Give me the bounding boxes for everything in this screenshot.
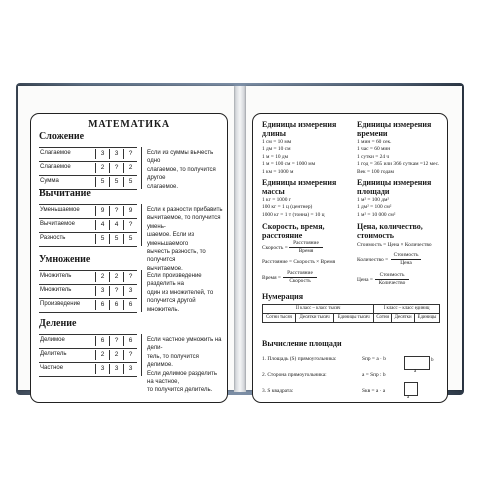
col-hundred-thousands: Сотни тысяч [263,314,296,323]
rule-line: вычитаемое. [147,265,183,272]
table-cell: 5 [123,177,137,187]
table-rule [39,175,137,176]
table-rule [39,232,137,233]
speed-formula-lhs: Скорость = [262,245,288,251]
rule-line: слагаемое. [147,183,179,190]
rule-line: Если к разности прибавить [147,207,223,213]
subtraction-heading: Вычитание [39,188,91,199]
table-cell: ? [123,220,137,230]
class-thousands: II класс – класс тысяч [263,305,374,314]
rule-line: один из множителей, то [147,289,214,296]
rule-line: то получится делитель. [147,387,213,394]
table-cell: 3 [95,286,109,296]
time-formula-lhs: Время = [262,275,281,281]
section-divider [141,147,142,189]
rule-line: Если произведение разделить на [147,273,202,288]
square-diagram [404,382,418,396]
table-cell: 3 [109,149,123,159]
area-calc-heading: Вычисление площади [262,339,342,348]
rule-line: получится другой множитель. [147,298,196,313]
table-rule [39,246,137,247]
row-label: Делитель [40,351,67,357]
table-cell: ? [123,272,137,282]
time-units: 1 мин = 60 сек. 1 час = 60 мин 1 сутки = 24 ч 1 год = 365 или 366 суткам =12 мес. Век = 100 годам [357,139,440,175]
rect-label-a: a [414,369,417,374]
table-cell: 5 [95,177,109,187]
area-formula-2: a = Sпр : b [362,372,386,378]
square-label-a: a [407,395,410,400]
subtraction-rule [147,206,225,273]
price-formula-lhs: Цена = [357,277,373,283]
table-cell: ? [123,149,137,159]
area-formula-1: Sпр = a · b [362,356,386,362]
col-units: Единицы [414,314,439,323]
table-cell: 3 [123,364,137,374]
table-cell: ? [109,206,123,216]
math-panel [30,113,228,403]
col-tens: Десятки [392,314,415,323]
area-units: 1 м² = 100 дм² 1 дм² = 100 см² 1 м² = 10 000 см² [357,197,396,218]
section-divider [141,270,142,312]
table-cell: 4 [109,220,123,230]
table-rule [39,334,137,335]
table-rule [39,298,137,299]
table-rule [39,147,137,148]
table-cell: ? [123,350,137,360]
time-heading: Единицы измерения времени [357,120,432,138]
quantity-formula-lhs: Количество = [357,257,389,263]
length-heading: Единицы измерения длины [262,120,337,138]
rule-line: тель, то получится делимое. [147,353,199,369]
notebook-spine [234,86,246,392]
price-heading: Цена, количество, стоимость [357,222,423,240]
area-item-3: 3. S квадрата: [262,388,294,394]
row-label: Слагаемое [40,150,71,156]
row-label: Частное [40,365,64,371]
table-cell: 2 [109,350,123,360]
rect-label-b: b [431,358,434,363]
right-page [246,86,462,400]
row-label: Разность [40,235,66,241]
rectangle-diagram [404,356,430,370]
col-thousands: Единицы тысяч [334,314,374,323]
distance-formula: Расстояние = Скорость × Время [262,259,336,265]
multiplication-heading: Умножение [39,254,91,265]
table-rule [39,376,137,377]
table-cell: 2 [95,163,109,173]
reference-panel [252,113,448,403]
col-hundreds: Сотни [374,314,392,323]
table-cell: 6 [123,300,137,310]
table-rule [39,161,137,162]
time-fraction: Расстояние Скорость [283,270,317,285]
table-cell: ? [109,286,123,296]
row-label: Слагаемое [40,164,71,170]
page-title: МАТЕМАТИКА [88,119,170,130]
table-cell: 2 [95,350,109,360]
section-divider [141,334,142,376]
table-cell: 6 [109,300,123,310]
table-cell: 3 [95,364,109,374]
area-item-2: 2. Сторона прямоугольника: [262,372,327,378]
class-units: I класс – класс единиц [374,305,440,314]
table-rule [39,284,137,285]
table-cell: 5 [109,177,123,187]
rule-line: шаемое. Если из уменьшаемого [147,232,195,247]
table-cell: 2 [123,163,137,173]
left-page [18,86,234,394]
table-rule [39,312,137,313]
rule-line: Если делимое разделить на частное, [147,370,218,386]
table-cell: 6 [95,336,109,346]
addition-heading: Сложение [39,131,85,142]
table-cell: 5 [123,234,137,244]
mass-heading: Единицы измерения массы [262,178,337,196]
numeration-heading: Нумерация [262,292,304,301]
table-rule [39,270,137,271]
row-label: Сумма [40,178,59,184]
table-cell: ? [109,336,123,346]
price-fraction: Стоимость Количество [375,272,409,287]
cost-formula: Стоимость = Цена × Количество [357,242,432,248]
rule-line: вычесть разность, то получится [147,249,206,264]
area-formula-3: Sкв = a · a [362,388,386,394]
division-rule [147,336,225,395]
row-label: Уменьшаемое [40,207,80,213]
speed-heading: Скорость, время, расстояние [262,222,325,240]
rule-line: Если из суммы вычесть одно [147,150,214,165]
table-cell: 9 [95,206,109,216]
table-cell: 2 [95,272,109,282]
length-units: 1 см = 10 мм 1 дм = 10 см 1 м = 10 дм 1 м = 100 см = 1000 мм 1 км = 1000 м [262,139,316,175]
numeration-table [262,304,440,323]
rule-line: Если частное умножить на дели- [147,337,222,352]
rule-line: вычитаемое, то получится умень- [147,215,221,230]
table-rule [39,204,137,205]
table-cell: 5 [95,234,109,244]
table-rule [39,348,137,349]
row-label: Множитель [40,273,72,279]
speed-fraction: Расстояние Время [289,240,323,255]
table-cell: 3 [95,149,109,159]
row-label: Делимое [40,337,65,343]
quantity-fraction: Стоимость Цена [391,252,421,267]
area-item-1: 1. Площадь (S) прямоугольника: [262,356,337,362]
area-units-heading: Единицы измерения площади [357,178,432,196]
row-label: Произведение [40,301,81,307]
rule-line: слагаемое, то получится другое [147,166,216,182]
table-rule [39,218,137,219]
table-cell: 6 [123,336,137,346]
table-rule [39,362,137,363]
mass-units: 1 кг = 1000 г 100 кг = 1 ц (центнер) 1000 кг = 1 т (тонна) = 10 ц [262,197,325,218]
table-cell: ? [109,163,123,173]
row-label: Множитель [40,287,72,293]
division-heading: Деление [39,318,77,329]
table-cell: 4 [95,220,109,230]
col-ten-thousands: Десятки тысяч [296,314,334,323]
table-cell: 6 [95,300,109,310]
table-cell: 3 [123,286,137,296]
section-divider [141,204,142,246]
table-cell: 5 [109,234,123,244]
multiplication-rule [147,272,225,314]
addition-rule [147,149,225,191]
table-cell: 2 [109,272,123,282]
table-cell: 3 [109,364,123,374]
row-label: Вычитаемое [40,221,75,227]
table-cell: 9 [123,206,137,216]
